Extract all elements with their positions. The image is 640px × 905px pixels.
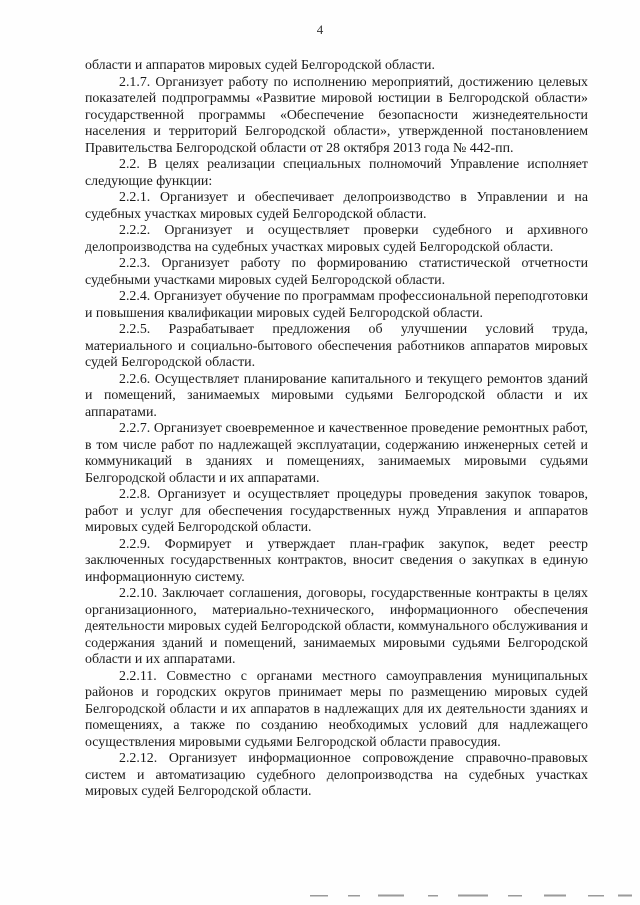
paragraph: 2.2.4. Организует обучение по программам профессиональной переподготовки и повышения квалификации мировых судей Белгородской области. [85,289,588,321]
paragraph: 2.2.5. Разрабатывает предложения об улучшении условий труда, материального и социально-бытового обеспечения работников аппаратов мировых судей Белгородской области. [85,322,588,370]
paragraph: области и аппаратов мировых судей Белгородской области. [85,58,435,73]
paragraph: 2.2.12. Организует информационное сопровождение справочно-правовых систем и автоматизацию судебного делопроизводства на судебных участках мировых судей Белгородской области. [85,751,588,799]
paragraph: 2.2.10. Заключает соглашения, договоры, государственные контракты в целях организационного, материально-технического, информационного обеспечения деятельности мировых судей Белгородской области, коммунального обслуживания и содержания зданий и помещений, занимаемых мировыми судьями Белгородской области и их аппаратами. [85,586,588,667]
scan-edge-marks [308,890,638,900]
paragraph: 2.2. В целях реализации специальных полномочий Управление исполняет следующие функции: [85,157,588,189]
paragraph: 2.2.3. Организует работу по формированию статистической отчетности судебными участками мировых судей Белгородской области. [85,256,588,288]
paragraph: 2.2.7. Организует своевременное и качественное проведение ремонтных работ, в том числе работ по надлежащей эксплуатации, содержанию инженерных сетей и коммуникаций в зданиях и помещениях, занимаемых мировыми судьями Белгородской области и их аппаратами. [85,421,588,486]
paragraph: 2.2.11. Совместно с органами местного самоуправления муниципальных районов и городских округов принимает меры по размещению мировых судей Белгородской области и их аппаратов в надлежащих для их деятельности зданиях и помещениях, а также по созданию необходимых условий для надлежащего осуществления мировыми судьями Белгородской области правосудия. [85,668,588,750]
paragraph: 2.2.8. Организует и осуществляет процедуры проведения закупок товаров, работ и услуг для обеспечения государственных нужд Управления и аппаратов мировых судей Белгородской области. [85,487,588,535]
paragraph: 2.2.9. Формирует и утверждает план-график закупок, ведет реестр заключенных государственных контрактов, вносит сведения о закупках в единую информационную систему. [85,536,588,585]
paragraph: 2.2.2. Организует и осуществляет проверки судебного и архивного делопроизводства на судебных участках мировых судей Белгородской области. [85,223,588,255]
document-body [85,58,588,801]
paragraph: 2.2.1. Организует и обеспечивает делопроизводство в Управлении и на судебных участках мировых судей Белгородской области. [85,190,588,222]
paragraph: 2.1.7. Организует работу по исполнению мероприятий, достижению целевых показателей подпрограммы «Развитие мировой юстиции в Белгородской области» государственной программы «Обеспечение безопасности жизнедеятельности населения и территорий Белгородской области», утвержденной постановлением Правительства Белгородской области от 28 октября 2013 года № 442-пп. [85,74,588,156]
page-number: 4 [316,22,324,37]
paragraph: 2.2.6. Осуществляет планирование капитального и текущего ремонтов зданий и помещений, занимаемых мировыми судьями Белгородской области и их аппаратами. [85,371,588,420]
